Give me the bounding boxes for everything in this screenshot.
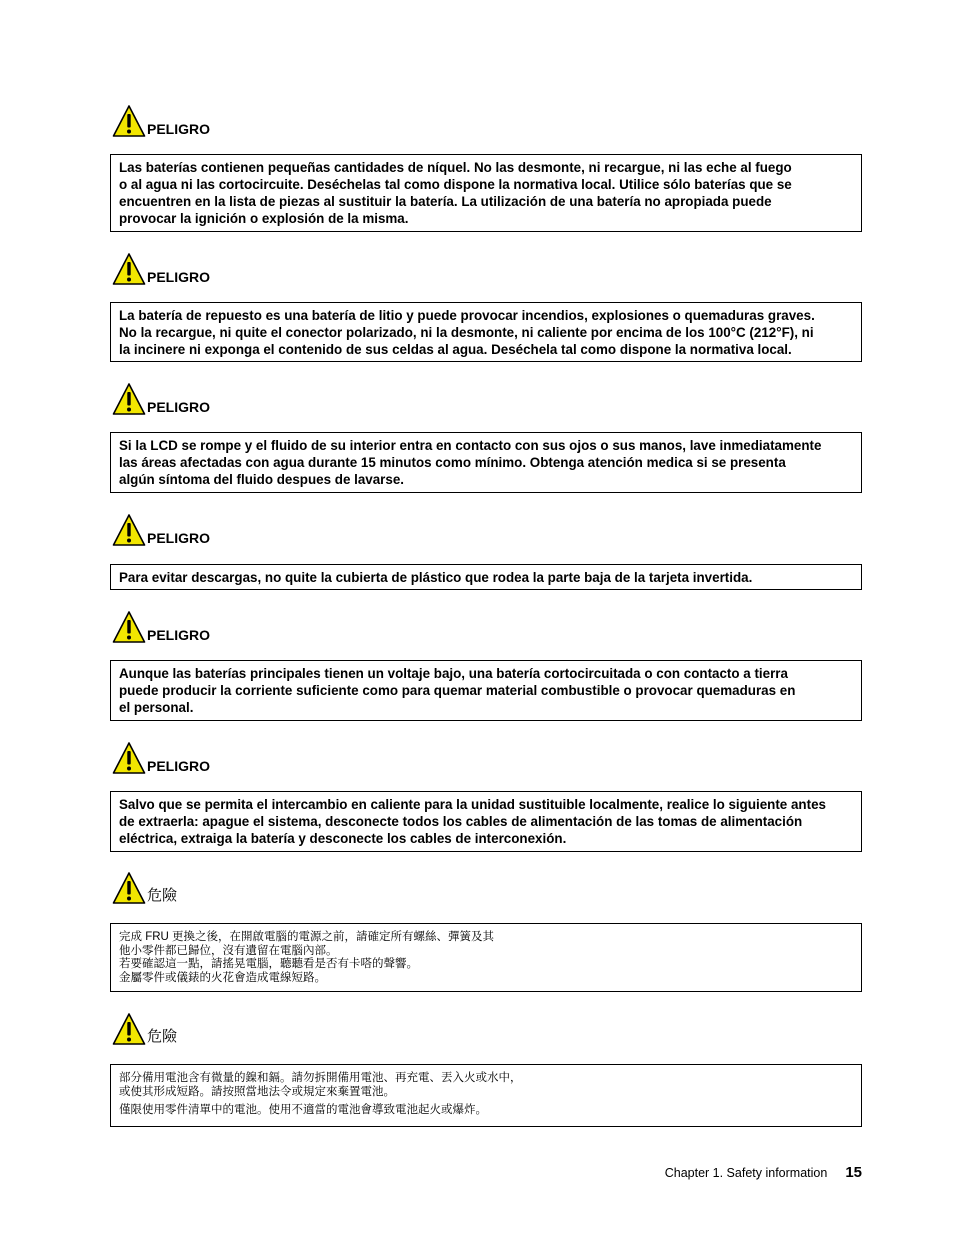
- notice-line: 金屬零件或儀錶的火花會造成電線短路。: [119, 971, 326, 984]
- danger-heading: [112, 511, 210, 547]
- notice-line: No la recargue, ni quite el conector polarizado, ni la desmonte, ni caliente por encima de los 100°C (212°F), ni: [119, 325, 814, 340]
- warning-triangle-icon: [112, 610, 146, 644]
- danger-notice-box: [110, 923, 862, 992]
- page-footer: [665, 1164, 862, 1181]
- danger-notice-box: [110, 660, 862, 721]
- warning-triangle-icon: [112, 871, 146, 905]
- danger-notice-box: [110, 791, 862, 852]
- notice-line: Para evitar descargas, no quite la cubierta de plástico que rodea la parte baja de la tarjeta invertida.: [119, 570, 753, 585]
- notice-line: Las baterías contienen pequeñas cantidades de níquel. No las desmonte, ni recargue, ni las eche al fuego: [119, 160, 792, 175]
- notice-line: 完成 FRU 更換之後，在開啟電腦的電源之前，請確定所有螺絲、彈簧及其: [119, 931, 495, 943]
- warning-triangle-icon: [112, 741, 146, 775]
- danger-notice-box: [110, 564, 862, 590]
- notice-line: las áreas afectadas con agua durante 15 minutos como mínimo. Obtenga atención medica si se presenta: [119, 455, 786, 470]
- warning-triangle-icon: [112, 252, 146, 286]
- danger-notice-box: [110, 1064, 862, 1127]
- danger-label: PELIGRO: [147, 399, 211, 415]
- danger-label: PELIGRO: [147, 758, 211, 774]
- danger-notice-box: [110, 302, 862, 362]
- danger-heading: [112, 380, 210, 416]
- notice-line: eléctrica, extraiga la batería y desconecte los cables de interconexión.: [119, 831, 567, 846]
- danger-label: PELIGRO: [147, 530, 211, 546]
- danger-label: 危險: [147, 1028, 178, 1045]
- warning-triangle-icon: [112, 382, 146, 416]
- warning-triangle-icon: [112, 513, 146, 547]
- danger-heading: [112, 608, 210, 644]
- notice-line: encuentren en la lista de piezas al sustituir la batería. La utilización de una batería no apropiada puede: [119, 194, 772, 209]
- notice-line: 或使其形成短路。請按照當地法令或規定來棄置電池。: [119, 1085, 395, 1098]
- notice-line: 僅限使用零件清單中的電池。使用不適當的電池會導致電池起火或爆炸。: [119, 1104, 487, 1116]
- danger-heading: [112, 739, 210, 775]
- notice-line: 他小零件都已歸位，沒有遺留在電腦內部。: [119, 944, 338, 957]
- notice-line: de extraerla: apague el sistema, desconecte todos los cables de alimentación de las tomas de alimentación: [119, 814, 803, 829]
- notice-line: Aunque las baterías principales tienen un voltaje bajo, una batería cortocircuitada o con contacto a tierra: [119, 666, 788, 681]
- notice-line: Salvo que se permita el intercambio en caliente para la unidad sustituible localmente, realice lo siguiente antes: [119, 797, 826, 812]
- danger-notice-box: [110, 432, 862, 493]
- danger-label: 危險: [147, 887, 178, 904]
- notice-line: el personal.: [119, 700, 194, 715]
- danger-heading: [112, 102, 210, 138]
- notice-line: Si la LCD se rompe y el fluido de su interior entra en contacto con sus ojos o sus manos, lave inmediatamente: [119, 438, 822, 453]
- danger-label: PELIGRO: [147, 121, 211, 137]
- notice-line: o al agua ni las cortocircuite. Deséchelas tal como dispone la normativa local. Utilice sólo baterías que se: [119, 177, 792, 192]
- danger-heading: [112, 250, 210, 286]
- danger-heading: [112, 1010, 177, 1046]
- notice-line: provocar la ignición o explosión de la misma.: [119, 211, 409, 226]
- notice-line: La batería de repuesto es una batería de litio y puede provocar incendios, explosiones o quemaduras graves.: [119, 308, 815, 323]
- danger-label: PELIGRO: [147, 269, 211, 285]
- notice-line: puede producir la corriente suficiente como para quemar material combustible o provocar quemaduras en: [119, 683, 796, 698]
- notice-line: 部分備用電池含有微量的鎳和鎘。請勿拆開備用電池、再充電、丟入火或水中，: [119, 1072, 522, 1084]
- notice-line: la incinere ni exponga el contenido de sus celdas al agua. Deséchela tal como dispone la normativa local.: [119, 342, 792, 357]
- page-number: 15: [845, 1164, 862, 1181]
- warning-triangle-icon: [112, 104, 146, 138]
- danger-notice-box: [110, 154, 862, 232]
- chapter-title: Chapter 1. Safety information: [664, 1166, 828, 1180]
- danger-label: PELIGRO: [147, 627, 211, 643]
- warning-triangle-icon: [112, 1012, 146, 1046]
- notice-line: 若要確認這一點，請搖晃電腦，聽聽看是否有卡嗒的聲響。: [119, 958, 418, 970]
- danger-heading: [112, 869, 177, 905]
- notice-line: algún síntoma del fluido despues de lavarse.: [119, 472, 404, 487]
